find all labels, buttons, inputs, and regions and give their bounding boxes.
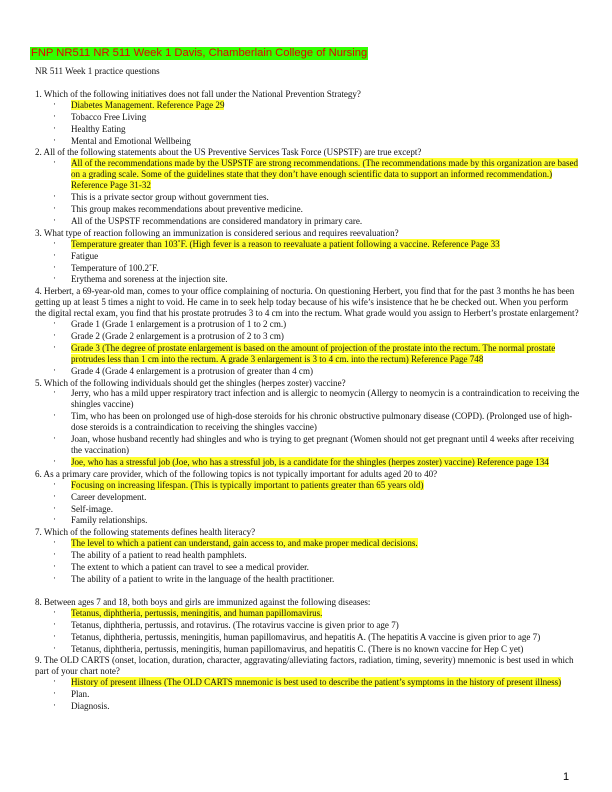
bullet-icon: ·	[53, 191, 56, 202]
answer-option	[51, 158, 580, 191]
answer-option-text: Fatigue	[71, 250, 99, 261]
answer-option-text: The ability of a patient to write in the language of the health practitioner.	[71, 573, 335, 584]
bullet-icon: ·	[53, 98, 56, 109]
question-block	[35, 228, 580, 286]
answer-option	[51, 251, 580, 262]
question-block	[35, 527, 580, 597]
bullet-icon: ·	[53, 572, 56, 583]
bullet-icon: ·	[53, 606, 56, 617]
answer-option	[51, 100, 580, 111]
bullet-icon: ·	[53, 134, 56, 145]
document-subtitle: NR 511 Week 1 practice questions	[35, 66, 160, 76]
bullet-icon: ·	[53, 329, 56, 340]
answer-option	[51, 608, 580, 619]
bullet-icon: ·	[53, 364, 56, 375]
question-text: 2. All of the following statements about the US Preventive Services Task Force (USPSTF) are true except?	[35, 147, 422, 158]
answer-option	[51, 331, 580, 342]
question-text: 3. What type of reaction following an immunization is considered serious and requires reevaluation?	[35, 227, 399, 238]
answer-option	[51, 124, 580, 135]
answer-option	[51, 492, 580, 503]
answer-option-text: Jerry, who has a mild upper respiratory tract infection and is allergic to neomycin (Allergy to neomycin is a contraindication to receiving the shingles vaccine)	[71, 388, 580, 410]
question-text: 4. Herbert, a 69-year-old man, comes to your office complaining of nocturia. On questioning Herbert, you find that for the past 3 months he has been getting up at least 5 times a night to void. He came in to seek help today because of his wife’s insistence that he be checked out. When you perform the digital rectal exam, you find that his prostate protrudes 3 to 4 cm into the rectum. What grade would you assign to Herbert’s prostate enlargement?	[35, 286, 579, 319]
answer-option-text-highlighted: History of present illness (The OLD CARTS mnemonic is best used to describe the patient’s symptoms in the history of present illness)	[71, 677, 562, 688]
bullet-icon: ·	[53, 537, 56, 548]
question-block	[35, 89, 580, 147]
answer-option	[51, 112, 580, 123]
answer-options	[51, 158, 580, 226]
bullet-icon: ·	[53, 700, 56, 711]
answer-option-text: Grade 2 (Grade 2 enlargement is a protrusion of 2 to 3 cm)	[71, 330, 284, 341]
bullet-icon: ·	[53, 549, 56, 560]
answer-option-text-highlighted: Temperature greater than 103˚F. (High fever is a reason to reevaluate a patient following a vaccine. Reference Page 33	[71, 238, 500, 249]
question-list	[35, 89, 580, 712]
answer-option-text: This is a private sector group without government ties.	[71, 192, 269, 203]
answer-option-text: Tetanus, diphtheria, pertussis, meningitis, human papillomavirus, and hepatitis C. (There is no known vaccine for Hep C yet)	[71, 643, 524, 654]
document-body	[35, 66, 580, 713]
answer-option-text: Family relationships.	[71, 515, 148, 526]
question-block	[35, 597, 580, 655]
answer-option-text: All of the USPSTF recommendations are considered mandatory in primary care.	[71, 215, 363, 226]
answer-option-text: Tim, who has been on prolonged use of high-dose steroids for his chronic obstructive pulmonary disease (COPD). (Prolonged use of high-dose steroids is a contraindication to receiving the shingles vaccine)	[71, 411, 573, 433]
answer-option-text: This group makes recommendations about preventive medicine.	[71, 203, 303, 214]
answer-option-text: Plan.	[71, 689, 90, 700]
bullet-icon: ·	[53, 202, 56, 213]
bullet-icon: ·	[53, 514, 56, 525]
answer-option	[51, 136, 580, 147]
question-text: 6. As a primary care provider, which of the following topics is not typically important for adults aged 20 to 40?	[35, 468, 438, 479]
bullet-icon: ·	[53, 433, 56, 444]
answer-option	[51, 644, 580, 655]
bullet-icon: ·	[53, 410, 56, 421]
answer-option-text: Joan, whose husband recently had shingles and who is trying to get pregnant (Women should not get pregnant until 4 weeks after receiving the vaccination)	[71, 434, 575, 455]
answer-option	[51, 343, 580, 365]
answer-option-text: The ability of a patient to read health pamphlets.	[71, 550, 247, 561]
answer-option	[51, 538, 580, 549]
answer-option	[51, 319, 580, 330]
document-header: FNP NR511 NR 511 Week 1 Davis, Chamberlain College of Nursing	[31, 47, 368, 59]
answer-option	[51, 701, 580, 712]
answer-option	[51, 480, 580, 491]
answer-option-text: Tetanus, diphtheria, pertussis, and rotavirus. (The rotavirus vaccine is given prior to age 7)	[71, 619, 399, 630]
bullet-icon: ·	[53, 122, 56, 133]
answer-option-text-highlighted: Diabetes Management. Reference Page 29	[71, 99, 225, 110]
bullet-icon: ·	[53, 561, 56, 572]
answer-option	[51, 504, 580, 515]
bullet-icon: ·	[53, 318, 56, 329]
bullet-icon: ·	[53, 478, 56, 489]
question-block	[35, 286, 580, 376]
answer-option-text: Grade 4 (Grade 4 enlargement is a protrusion of greater than 4 cm)	[71, 365, 313, 376]
question-text: 8. Between ages 7 and 18, both boys and girls are immunized against the following diseases:	[35, 596, 371, 607]
answer-options	[51, 480, 580, 527]
bullet-icon: ·	[53, 157, 56, 168]
spacer	[35, 586, 580, 597]
answer-options	[51, 319, 580, 377]
answer-option	[51, 550, 580, 561]
answer-option	[51, 192, 580, 203]
answer-options	[51, 608, 580, 655]
answer-option	[51, 620, 580, 631]
answer-option	[51, 434, 580, 456]
answer-option	[51, 204, 580, 215]
answer-option-text: Tobacco Free Living	[71, 111, 147, 122]
bullet-icon: ·	[53, 688, 56, 699]
answer-option	[51, 366, 580, 377]
answer-option-text: Diagnosis.	[71, 701, 110, 712]
bullet-icon: ·	[53, 676, 56, 687]
bullet-icon: ·	[53, 110, 56, 121]
answer-options	[51, 100, 580, 147]
bullet-icon: ·	[53, 630, 56, 641]
answer-option-text-highlighted: The level to which a patient can understand, gain access to, and make proper medical decisions.	[71, 538, 418, 549]
answer-option	[51, 689, 580, 700]
question-text: 9. The OLD CARTS (onset, location, duration, character, aggravating/alleviating factors, radiation, timing, severity) mnemonic is best used in which part of your chart note?	[35, 655, 574, 677]
bullet-icon: ·	[53, 249, 56, 260]
answer-option-text: Erythema and soreness at the injection site.	[71, 274, 228, 285]
answer-option-text: Mental and Emotional Wellbeing	[71, 135, 191, 146]
answer-option	[51, 677, 580, 688]
answer-option	[51, 274, 580, 285]
bullet-icon: ·	[53, 387, 56, 398]
bullet-icon: ·	[53, 618, 56, 629]
answer-option	[51, 239, 580, 250]
bullet-icon: ·	[53, 502, 56, 513]
question-text: 7. Which of the following statements defines health literacy?	[35, 527, 256, 538]
answer-option-text: Career development.	[71, 491, 147, 502]
answer-option	[51, 216, 580, 227]
answer-option-text: Healthy Eating	[71, 123, 126, 134]
question-text: 1. Which of the following initiatives does not fall under the National Prevention Strategy?	[35, 88, 361, 99]
answer-option-text-highlighted: All of the recommendations made by the USPSTF are strong recommendations. (The recommendations made by this organization are based on a grading scale. Some of the guidelines state that they don’t have enough scientific data to support an informed recommendation.) Reference Page 31-32	[71, 158, 579, 191]
answer-options	[51, 388, 580, 467]
answer-options	[51, 677, 580, 712]
answer-option-text: The extent to which a patient can travel to see a medical provider.	[71, 562, 309, 573]
question-block	[35, 147, 580, 226]
bullet-icon: ·	[53, 214, 56, 225]
page-number: 1	[563, 771, 570, 783]
bullet-icon: ·	[53, 237, 56, 248]
bullet-icon: ·	[53, 455, 56, 466]
bullet-icon: ·	[53, 490, 56, 501]
bullet-icon: ·	[53, 642, 56, 653]
answer-option-text-highlighted: Focusing on increasing lifespan. (This is typically important to patients greater than 65 years old)	[71, 479, 424, 490]
answer-option-text-highlighted: Joe, who has a stressful job (Joe, who has a stressful job, is a candidate for the shingles (herpes zoster) vaccine) Reference page 134	[71, 456, 549, 467]
bullet-icon: ·	[53, 273, 56, 284]
answer-option	[51, 562, 580, 573]
bullet-icon: ·	[53, 261, 56, 272]
answer-option	[51, 263, 580, 274]
answer-option-text: Self-image.	[71, 503, 113, 514]
answer-option	[51, 388, 580, 410]
answer-options	[51, 239, 580, 286]
answer-option-text: Tetanus, diphtheria, pertussis, meningitis, human papillomavirus, and hepatitis A. (The hepatitis A vaccine is given prior to age 7)	[71, 631, 541, 642]
bullet-icon: ·	[53, 341, 56, 352]
answer-option	[51, 515, 580, 526]
answer-options	[51, 538, 580, 585]
answer-option-text: Temperature of 100.2˚F.	[71, 262, 159, 273]
answer-option-text: Grade 1 (Grade 1 enlargement is a protrusion of 1 to 2 cm.)	[71, 319, 287, 330]
question-block	[35, 378, 580, 468]
question-text: 5. Which of the following individuals should get the shingles (herpes zoster) vaccine?	[35, 377, 346, 388]
answer-option	[51, 574, 580, 585]
answer-option	[51, 632, 580, 643]
answer-option-text-highlighted: Tetanus, diphtheria, pertussis, meningitis, and human papillomavirus.	[71, 607, 323, 618]
answer-option	[51, 411, 580, 433]
answer-option	[51, 457, 580, 468]
question-block	[35, 655, 580, 712]
answer-option-text-highlighted: Grade 3 (The degree of prostate enlargement is based on the amount of projection of the prostate into the rectum. The normal prostate protrudes less than 1 cm into the rectum. A grade 3 enlargement is 3 to 4 cm. into the rectum) Reference Page 748	[71, 342, 556, 364]
question-block	[35, 469, 580, 527]
